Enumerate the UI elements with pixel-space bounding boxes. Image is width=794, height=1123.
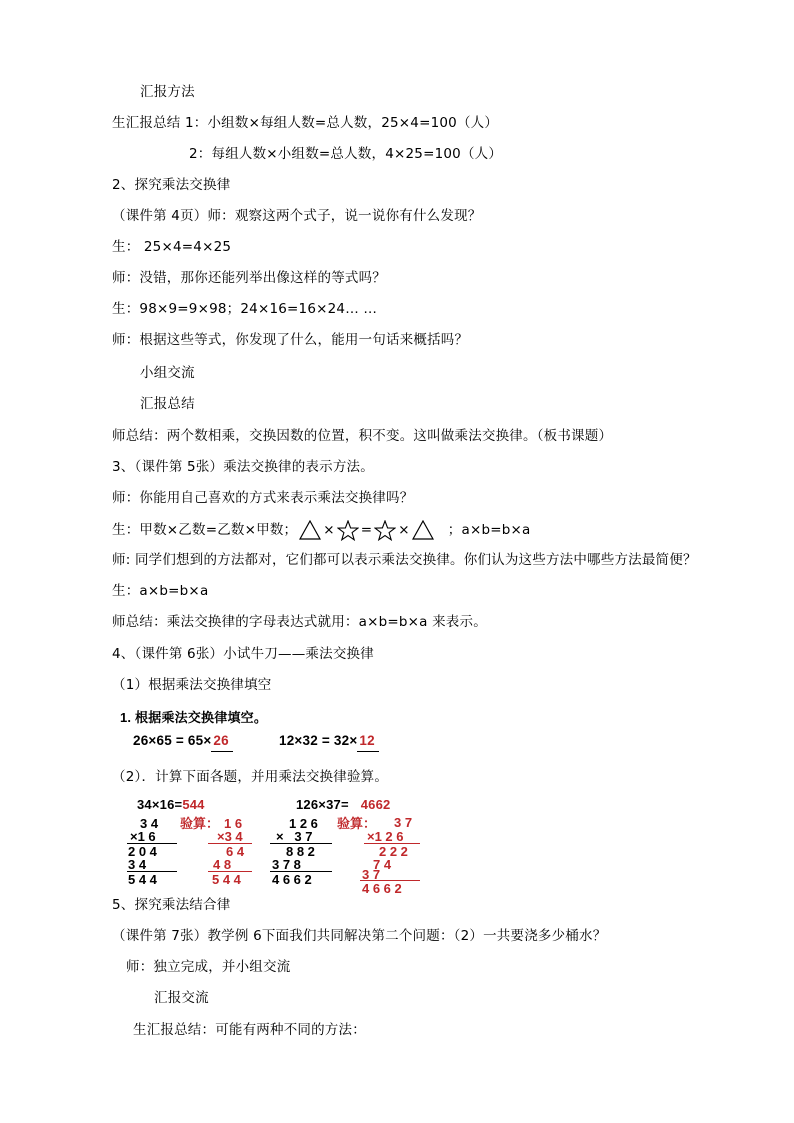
text-line: 师总结：乘法交换律的字母表达式就用：a×b=b×a 来表示。 — [112, 614, 487, 630]
equation-2: 12×32 = 32× 12 — [279, 731, 379, 752]
calc-row: ×1 2 6 — [367, 829, 404, 844]
calc-row: 5 4 4 — [128, 872, 157, 887]
calc-row: 3 7 — [362, 867, 381, 882]
star-icon — [374, 520, 396, 541]
star-icon — [337, 520, 359, 541]
triangle-icon — [412, 520, 434, 540]
text-line: 师: 同学们想到的方法都对，它们都可以表示乘法交换律。你们认为这些方法中哪些方法最简便？ — [112, 552, 697, 568]
calc-row: 3 7 8 — [272, 857, 301, 872]
text-line: 师：根据这些等式，你发现了什么，能用一句话来概括吗？ — [112, 332, 469, 348]
calc-row: 3 7 — [394, 815, 413, 830]
calc-equation-1: 34×16=544 — [137, 797, 205, 812]
text-line: 汇报方法 — [140, 84, 195, 100]
equation-1: 26×65 = 65× 26 — [133, 731, 233, 752]
calc-row: 4 8 — [213, 857, 232, 872]
triangle-icon — [299, 520, 321, 540]
text-line: （1）根据乘法交换律填空 — [112, 677, 272, 693]
section-heading: 4、（课件第 6张）小试牛刀——乘法交换律 — [112, 646, 374, 662]
section-heading: 2、探究乘法交换律 — [112, 177, 231, 193]
calc-row: 3 4 — [128, 857, 147, 872]
calc-row: 1 2 6 — [289, 816, 318, 831]
calc-row: 1 6 — [224, 816, 243, 831]
text-line: 师：没错，那你还能列举出像这样的等式吗？ — [112, 270, 386, 286]
answer-blank: 12 — [357, 731, 378, 752]
text-line: 师总结：两个数相乘，交换因数的位置，积不变。这叫做乘法交换律。（板书课题） — [112, 428, 613, 444]
calc-row: 7 4 — [373, 857, 392, 872]
text-line: 生：98×9=9×98；24×16=16×24… … — [112, 301, 378, 317]
calc-row: 2 2 2 — [379, 844, 408, 859]
calc-row: 4 6 6 2 — [272, 872, 312, 887]
answer-blank: 26 — [211, 731, 232, 752]
text-line: 师：你能用自己喜欢的方式来表示乘法交换律吗？ — [112, 490, 414, 506]
section-heading: 5、探究乘法结合律 — [112, 897, 231, 913]
text-line: 师：独立完成，并小组交流 — [126, 959, 291, 975]
text-line: 生汇报总结：可能有两种不同的方法： — [133, 1022, 366, 1038]
text-line: （课件第 7张）教学例 6下面我们共同解决第二个问题：（2）一共要浇多少桶水？ — [112, 928, 607, 944]
text-line: （2）．计算下面各题，并用乘法交换律验算。 — [112, 769, 389, 785]
text-line: 汇报交流 — [154, 990, 209, 1006]
calc-row: ×3 4 — [217, 829, 243, 844]
calc-row: 3 4 — [140, 816, 159, 831]
text-line: 生：a×b=b×a — [112, 583, 209, 599]
calc-row: ×1 6 — [130, 829, 156, 844]
text-line: 小组交流 — [140, 365, 195, 381]
text-line: 生： 25×4=4×25 — [112, 239, 232, 255]
section-heading: 3、（课件第 5张）乘法交换律的表示方法。 — [112, 459, 374, 475]
check-label: 验算： — [180, 816, 220, 831]
exercise-title: 1. 根据乘法交换律填空。 — [120, 710, 268, 725]
calc-row: 8 8 2 — [286, 844, 315, 859]
calc-row: × 3 7 — [276, 829, 313, 844]
calc-equation-2: 126×37= 4662 — [296, 797, 391, 812]
text-line: 汇报总结 — [140, 396, 195, 412]
text-line: 生汇报总结 1：小组数×每组人数=总人数，25×4=100（人） — [112, 115, 499, 131]
text-line: （课件第 4页）师：观察这两个式子，说一说你有什么发现？ — [112, 208, 482, 224]
calc-row: 6 4 — [226, 844, 245, 859]
text-line: 生：甲数×乙数=乙数×甲数； × = × ；a×b=b×a — [112, 517, 531, 543]
calc-row: 2 0 4 — [128, 844, 157, 859]
text-line: 2：每组人数×小组数=总人数，4×25=100（人） — [189, 146, 503, 162]
calc-row: 5 4 4 — [212, 872, 241, 887]
calc-row: 4 6 6 2 — [362, 881, 402, 896]
check-label: 验算： — [337, 816, 377, 831]
